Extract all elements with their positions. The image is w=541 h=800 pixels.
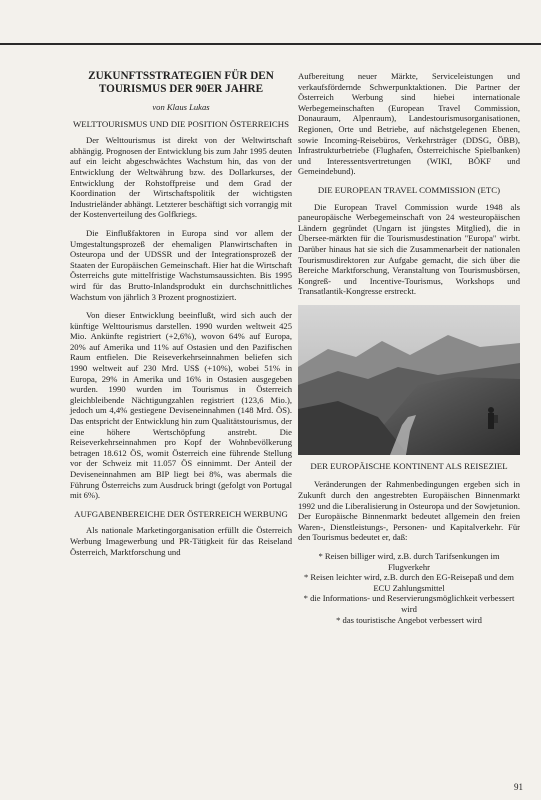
paragraph: Als nationale Marketingorganisation erfüllt die Österreich Werbung Imagewerbung und PR-Tätigkeit für das Reiseland Österreich, Marktforschung und: [70, 525, 292, 557]
list-item: * Reisen billiger wird, z.B. durch Tarifsenkungen im Flugverkehr: [318, 551, 500, 572]
right-column: [298, 71, 520, 625]
photo-caption: DER EUROPÄISCHE KONTINENT ALS REISEZIEL: [310, 460, 508, 471]
article-author: von Klaus Lukas: [152, 102, 210, 112]
bullet-list: [298, 551, 520, 625]
section-heading-welttourismus: WELTTOURISMUS UND DIE POSITION ÖSTERREICHS: [72, 118, 290, 129]
section-heading-etc: DIE EUROPEAN TRAVEL COMMISSION (ETC): [317, 184, 501, 195]
paragraph: Veränderungen der Rahmenbedingungen ergeben sich in Zukunft durch den angestrebten Europäischen Binnenmarkt 1992 und die Liberalisierung in Osteuropa und der Sowjetunion. Der Europäische Binnenmarkt bedeutet allgemein den freien Waren-, Dienstleistungs-, Personen- und Kapitalverkehr. Für den Tourismus bedeutet er, daß:: [298, 479, 520, 543]
paragraph: Die European Travel Commission wurde 1948 als paneuropäische Werbegemeinschaft von 24 westeuropäischen Ländern gegründet (Ungarn ist jüngstes Mitglied), die in Übersee-märkten für die Tourismusdestination "Europa" wirbt. Darüber hinaus hat sie sich die Zusammenarbeit der nationalen Tourismusdirektoren zur Aufgabe gemacht, die sich über die Bereiche Marktforschung, Veranstaltung von Tourismusbörsen, Kongreß- und Incentive-Tourismus, Workshops und Transatlantik-Kongresse erstreckt.: [298, 201, 520, 297]
mountain-photo: [298, 305, 520, 455]
paragraph: Die Einflußfaktoren in Europa sind vor allem der Umgestaltungsprozeß der ehemaligen Planwirtschaften in Osteuropa und der UDSSR und der Integrationsprozeß der Staaten der Europäischen Gemeinschaft. Hier hat die Wirtschaft Österreichs gute mittelfristige Wachstumsaussichten. Bis 1995 wird für das Brutto-Inlandsprodukt ein durchschnittliches Wachstum von jährlich 3 Prozent prognostiziert.: [70, 227, 292, 302]
top-rule: [0, 43, 541, 45]
paragraph: Aufbereitung neuer Märkte, Serviceleistungen und verkaufsfördernde Schwerpunktaktionen. Die Partner der Österreich Werbung sind hiebei internationale Werbegemeinschaften (European Travel Commission, Donauraum, Alpenraum), Landestourismusorganisationen, Regionen, Orte und Betriebe, auf nächstgelegenen Ebenen, sowie Incoming-Reisebüros, Verkehrsträger (DDSG, ÖBB), Infrastrukturbetriebe (Flughafen, Österreichische Spielbanken) und Interessentsvertretungen (WIKI, BÖKF und Gemeindebund).: [298, 71, 520, 177]
paragraph: Der Welttourismus ist direkt von der Weltwirtschaft abhängig. Prognosen der Entwicklung bis zum Jahr 1995 deuten auf ein leicht abgeschwächtes Wachstum hin, das von der Entwicklung der Weltwährung bzw. des Dollarkurses, der Entwicklung der Rohstoffpreise und dem Grad der Koordination der Wirtschaftspolitik der wichtigsten Industrieländer abhängt. Letzterer beschäftigt sich vorrangig mit der Kostenverteilung des Golfkriegs.: [70, 135, 292, 220]
paragraph: Von dieser Entwicklung beeinflußt, wird sich auch der künftige Welttourismus darstellen. 1990 wurden weltweit 425 Mio. Ankünfte registriert (+2,6%), wovon 64% auf Europa, 20% auf Amerika und 11% auf Ostasien und den Pazifischen Raum entfielen. Die Reiseverkehrseinnahmen beliefen sich 1990 weltweit auf 230 Mrd. US$ (+10%), wobei 51% in Europa, 29% in Amerika und 16% in Ostasien ausgegeben wurden. 1990 wurden im Tourismus in Österreich gleichbleibende Nächtigungzahlen registriert (123,6 Mio.), jedoch um 4,4% gestiegene Deviseneinnahmen (148 Mrd. ÖS). Das entspricht der Entwicklung hin zum Qualitätstourismus, der eine höhere Wertschöpfung anstrebt. Die Reiseverkehrseinnahmen pro Kopf der Wohnbevölkerung betragen 18.612 ÖS, womit Österreich eine führende Stellung vor der Schweiz mit 11.057 ÖS einnimmt. Der Anteil der Deviseneinnahmen am BIP liegt bei 8%, was abermals die Führung Österreichs zum Ausdruck bringt (gefolgt von Portugal mit 6%).: [70, 310, 292, 501]
section-heading-aufgabenbereiche: AUFGABENBEREICHE DER ÖSTERREICH WERBUNG: [74, 508, 288, 519]
page-number: 91: [514, 782, 523, 792]
list-item: * Reisen leichter wird, z.B. durch den EG-Reisepaß und dem ECU Zahlungsmittel: [303, 572, 514, 593]
article-title: ZUKUNFTSSTRATEGIEN FÜR DEN TOURISMUS DER 90ER JAHRE: [88, 70, 274, 95]
list-item: * die Informations- und Reservierungsmöglichkeit verbessert wird: [303, 593, 515, 614]
left-column: [70, 70, 292, 565]
list-item: * das touristische Angebot verbessert wird: [336, 614, 482, 625]
